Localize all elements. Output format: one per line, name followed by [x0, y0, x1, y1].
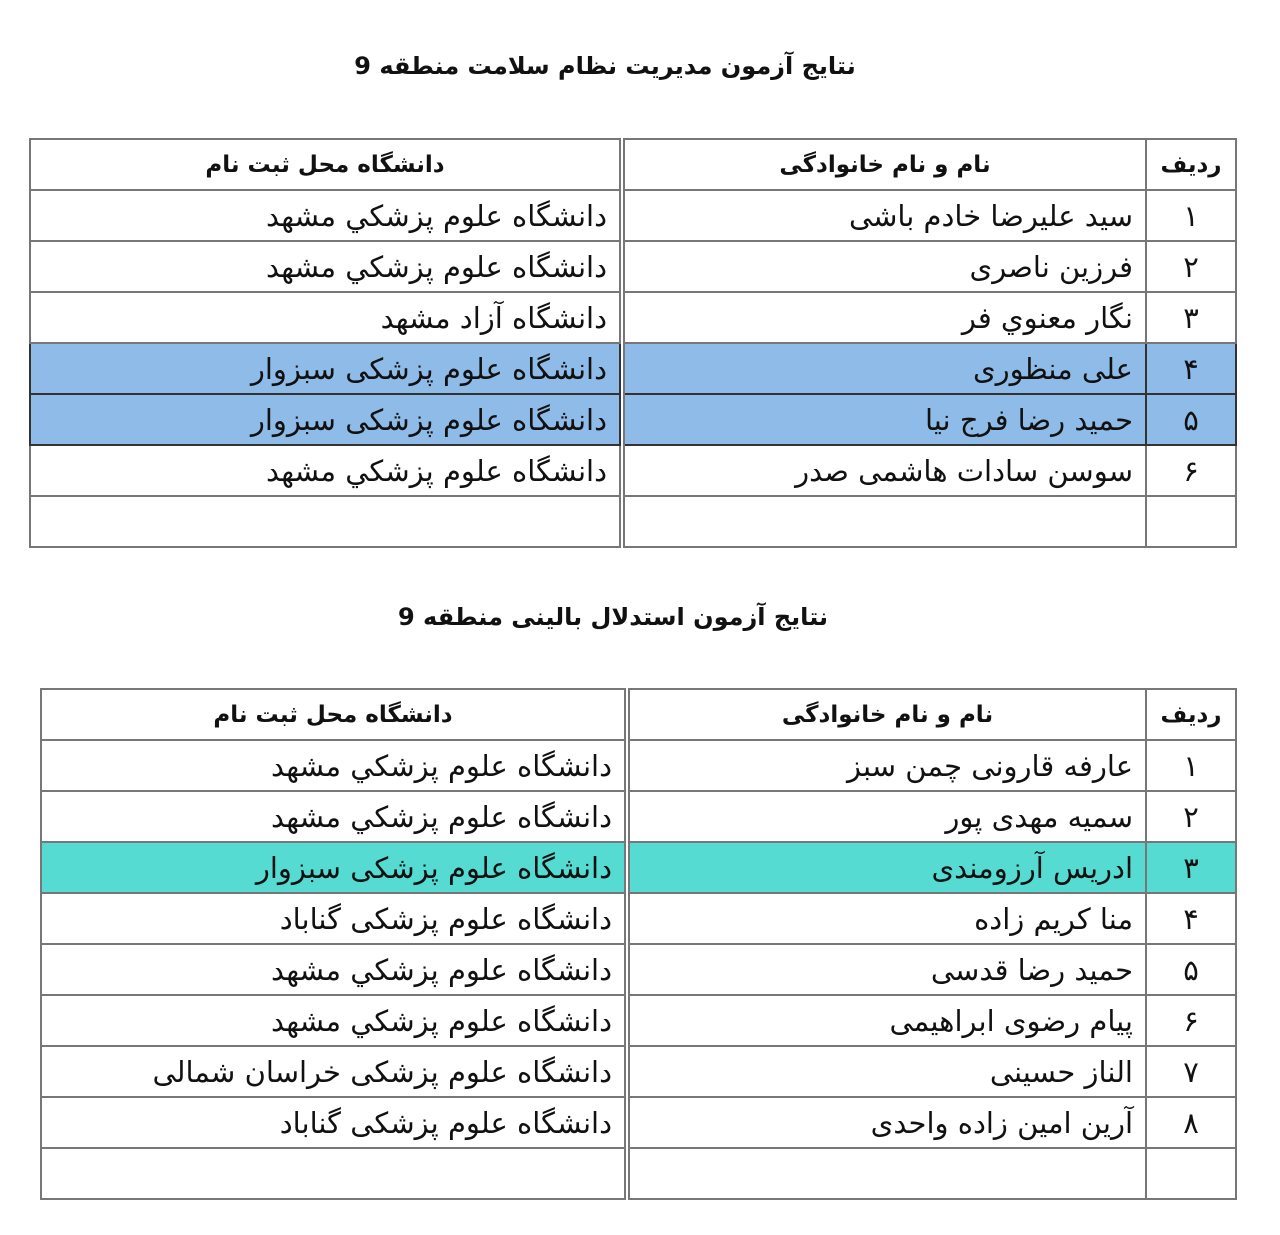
row-number-cell: ۵ [1146, 944, 1236, 995]
university-cell: دانشگاه علوم پزشکی سبزوار [30, 343, 620, 394]
table-row [41, 893, 1236, 944]
table-row-highlighted [41, 842, 1236, 893]
name-cell: حميد رضا قدسی [629, 944, 1146, 995]
row-number-cell: ۵ [1146, 394, 1236, 445]
row-number-cell: ۱ [1146, 740, 1236, 791]
header-name: نام و نام خانوادگی [624, 139, 1146, 190]
row-number-cell: ۶ [1146, 445, 1236, 496]
name-cell: نگار معنوي فر [624, 292, 1146, 343]
row-number-cell: ۱ [1146, 190, 1236, 241]
name-cell: پيام رضوی ابراهيمی [629, 995, 1146, 1046]
table-row [41, 944, 1236, 995]
university-cell: دانشگاه علوم پزشکی گناباد [41, 893, 625, 944]
empty-cell [1146, 496, 1236, 547]
row-number-cell: ۳ [1146, 842, 1236, 893]
table-row-highlighted [30, 394, 1236, 445]
empty-cell [624, 496, 1146, 547]
row-number-cell: ۳ [1146, 292, 1236, 343]
university-cell: دانشگاه علوم پزشکی خراسان شمالی [41, 1046, 625, 1097]
row-number-cell: ۲ [1146, 241, 1236, 292]
table-row [30, 445, 1236, 496]
empty-cell [1146, 1148, 1236, 1199]
table-1-title: نتايج آزمون مديريت نظام سلامت منطقه 9 [354, 52, 856, 80]
table-header-row [30, 139, 1236, 190]
table-row [30, 241, 1236, 292]
header-row-number: رديف [1146, 139, 1236, 190]
header-name: نام و نام خانوادگی [629, 689, 1146, 740]
name-cell: حميد رضا فرج نيا [624, 394, 1146, 445]
row-number-cell: ۴ [1146, 343, 1236, 394]
university-cell: دانشگاه علوم پزشکي مشهد [41, 995, 625, 1046]
university-cell: دانشگاه علوم پزشکی سبزوار [30, 394, 620, 445]
table-row [41, 1046, 1236, 1097]
table-row-highlighted [30, 343, 1236, 394]
empty-cell [629, 1148, 1146, 1199]
table-row [41, 740, 1236, 791]
row-number-cell: ۲ [1146, 791, 1236, 842]
table-row [30, 190, 1236, 241]
university-cell: دانشگاه آزاد مشهد [30, 292, 620, 343]
name-cell: سميه مهدی پور [629, 791, 1146, 842]
university-cell: دانشگاه علوم پزشکی گناباد [41, 1097, 625, 1148]
table-row [41, 995, 1236, 1046]
table-row-empty [30, 496, 1236, 547]
results-table-clinical-reasoning [40, 688, 1237, 1200]
empty-cell [30, 496, 620, 547]
table-2-title: نتايج آزمون استدلال بالينی منطقه 9 [398, 603, 828, 631]
name-cell: فرزين ناصری [624, 241, 1146, 292]
name-cell: الناز حسينی [629, 1046, 1146, 1097]
table-row [41, 1097, 1236, 1148]
header-university: دانشگاه محل ثبت نام [30, 139, 620, 190]
university-cell: دانشگاه علوم پزشکي مشهد [41, 740, 625, 791]
name-cell: سيد عليرضا خادم باشی [624, 190, 1146, 241]
row-number-cell: ۴ [1146, 893, 1236, 944]
name-cell: علی منظوری [624, 343, 1146, 394]
university-cell: دانشگاه علوم پزشکي مشهد [30, 445, 620, 496]
table-header-row [41, 689, 1236, 740]
header-row-number: رديف [1146, 689, 1236, 740]
row-number-cell: ۸ [1146, 1097, 1236, 1148]
university-cell: دانشگاه علوم پزشکي مشهد [41, 944, 625, 995]
row-number-cell: ۷ [1146, 1046, 1236, 1097]
university-cell: دانشگاه علوم پزشکي مشهد [30, 241, 620, 292]
name-cell: آرين امين زاده واحدی [629, 1097, 1146, 1148]
university-cell: دانشگاه علوم پزشکي مشهد [30, 190, 620, 241]
table-row-empty [41, 1148, 1236, 1199]
name-cell: سوسن سادات هاشمی صدر [624, 445, 1146, 496]
header-university: دانشگاه محل ثبت نام [41, 689, 625, 740]
university-cell: دانشگاه علوم پزشکي مشهد [41, 791, 625, 842]
university-cell: دانشگاه علوم پزشکی سبزوار [41, 842, 625, 893]
name-cell: ادريس آرزومندی [629, 842, 1146, 893]
table-row [41, 791, 1236, 842]
name-cell: منا کريم زاده [629, 893, 1146, 944]
table-row [30, 292, 1236, 343]
name-cell: عارفه قارونی چمن سبز [629, 740, 1146, 791]
row-number-cell: ۶ [1146, 995, 1236, 1046]
results-table-management [29, 138, 1237, 548]
empty-cell [41, 1148, 625, 1199]
